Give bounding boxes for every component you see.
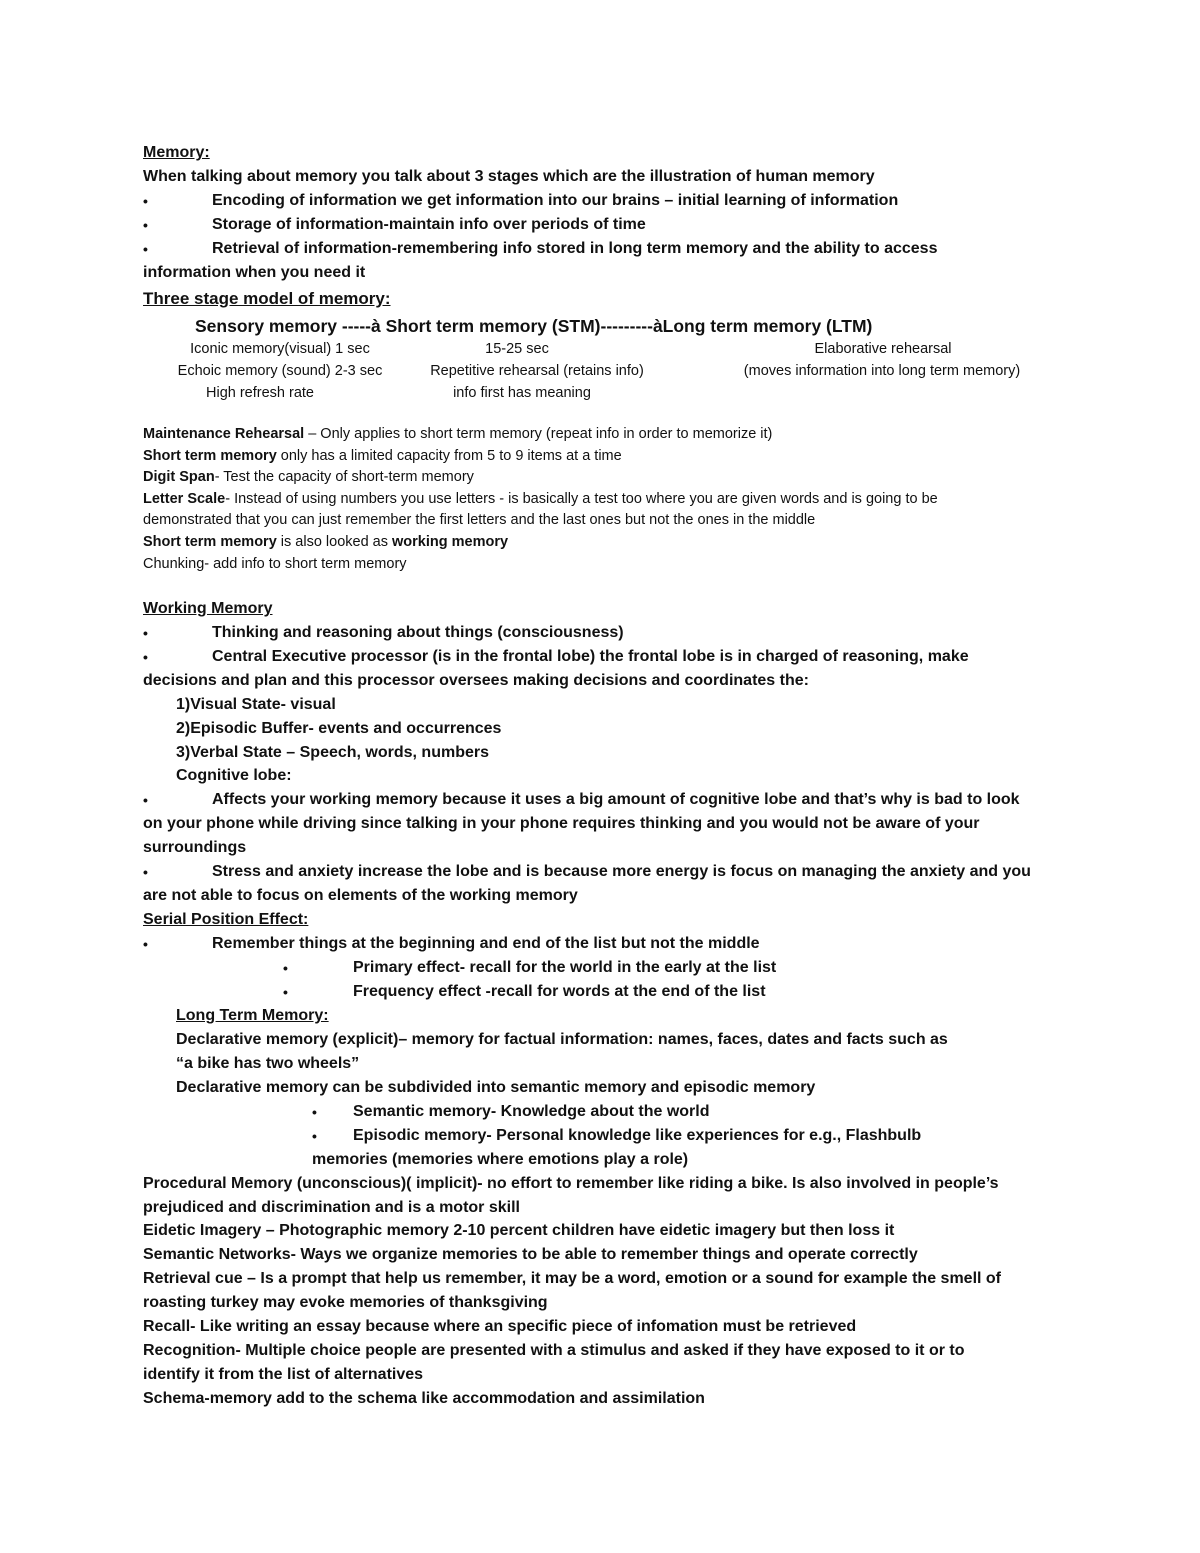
- serial-b1: Remember things at the beginning and end of the list but not the middle: [212, 935, 760, 952]
- ltm-semantic: Semantic memory- Knowledge about the world: [353, 1103, 710, 1120]
- sensory-detail: Iconic memory(visual) 1 sec: [190, 341, 370, 357]
- ltm-declarative: Declarative memory (explicit)– memory for factual information: names, faces, dates and facts such as: [176, 1031, 948, 1048]
- bullet-icon: •: [283, 960, 288, 976]
- stage-storage: Storage of information-maintain info over periods of time: [212, 216, 646, 233]
- working-b4: Stress and anxiety increase the lobe and is because more energy is focus on managing the anxiety and you: [212, 863, 1031, 880]
- def-working: Short term memory is also looked as working memory: [143, 534, 509, 550]
- bullet-icon: •: [312, 1104, 317, 1120]
- bullet-icon: •: [143, 936, 148, 952]
- bullet-icon: •: [143, 217, 148, 233]
- bullet-icon: •: [143, 864, 148, 880]
- bullet-icon: •: [143, 241, 148, 257]
- ltm-declarative-cont: “a bike has two wheels”: [176, 1055, 360, 1072]
- serial-primary: Primary effect- recall for the world in the early at the list: [353, 959, 777, 976]
- bullet-icon: •: [143, 625, 148, 641]
- ltm-detail: (moves information into long term memory): [743, 363, 1021, 379]
- model-line: Sensory memory -----à Short term memory (STM)---------àLong term memory (LTM): [195, 316, 873, 336]
- def-digit-span: Digit Span- Test the capacity of short-term memory: [143, 469, 474, 485]
- heading-serial: Serial Position Effect:: [143, 911, 309, 928]
- stm-detail: info first has meaning: [453, 385, 591, 401]
- final-line: Semantic Networks- Ways we organize memories to be able to remember things and operate correctly: [143, 1246, 918, 1263]
- bullet-icon: •: [143, 193, 148, 209]
- final-line: Recognition- Multiple choice people are presented with a stimulus and asked if they have exposed to it or to: [143, 1342, 965, 1359]
- bullet-icon: •: [143, 649, 148, 665]
- bullet-icon: •: [312, 1128, 317, 1144]
- final-line: roasting turkey may evoke memories of thanksgiving: [143, 1294, 548, 1311]
- def-stm-capacity: Short term memory only has a limited capacity from 5 to 9 items at a time: [143, 448, 622, 464]
- working-b2: Central Executive processor (is in the frontal lobe) the frontal lobe is in charged of reasoning, make: [212, 648, 969, 665]
- def-chunking: Chunking- add info to short term memory: [143, 556, 407, 572]
- stm-detail: 15-25 sec: [485, 341, 549, 357]
- final-line: Eidetic Imagery – Photographic memory 2-10 percent children have eidetic imagery but then loss it: [143, 1222, 895, 1239]
- stage-encoding: Encoding of information we get information into our brains – initial learning of information: [212, 192, 899, 209]
- sensory-detail: Echoic memory (sound) 2-3 sec: [177, 363, 383, 379]
- bullet-icon: •: [283, 984, 288, 1000]
- working-sub-cognitive: Cognitive lobe:: [176, 767, 292, 784]
- stm-detail: Repetitive rehearsal (retains info): [430, 363, 644, 379]
- intro-line: When talking about memory you talk about 3 stages which are the illustration of human memory: [143, 168, 875, 185]
- working-sub-episodic: 2)Episodic Buffer- events and occurrences: [176, 720, 502, 737]
- ltm-episodic-cont: memories (memories where emotions play a role): [312, 1151, 689, 1168]
- working-b4-cont: are not able to focus on elements of the working memory: [143, 887, 578, 904]
- bullet-icon: •: [143, 792, 148, 808]
- def-letter-scale: Letter Scale- Instead of using numbers you use letters - is basically a test too where you are given words and is going to be: [143, 491, 938, 507]
- working-sub-visual: 1)Visual State- visual: [176, 696, 336, 713]
- final-line: Recall- Like writing an essay because where an specific piece of infomation must be retrieved: [143, 1318, 857, 1335]
- def-letter-scale-cont: demonstrated that you can just remember the first letters and the last ones but not the ones in the middle: [143, 512, 816, 528]
- final-line: identify it from the list of alternatives: [143, 1366, 424, 1383]
- stage-retrieval: Retrieval of information-remembering info stored in long term memory and the ability to access: [212, 240, 938, 257]
- final-line: Retrieval cue – Is a prompt that help us remember, it may be a word, emotion or a sound for example the smell of: [143, 1270, 1001, 1287]
- def-maintenance: Maintenance Rehearsal – Only applies to short term memory (repeat info in order to memorize it): [143, 426, 773, 442]
- heading-ltm: Long Term Memory:: [176, 1007, 329, 1024]
- working-b3-cont: on your phone while driving since talking in your phone requires thinking and you would not be aware of your: [143, 815, 980, 832]
- heading-three-stage: Three stage model of memory:: [143, 289, 391, 308]
- working-b2-cont: decisions and plan and this processor oversees making decisions and coordinates the:: [143, 672, 809, 689]
- heading-memory: Memory:: [143, 144, 210, 161]
- ltm-subdivided: Declarative memory can be subdivided into semantic memory and episodic memory: [176, 1079, 816, 1096]
- heading-working-memory: Working Memory: [143, 600, 273, 617]
- final-line: Schema-memory add to the schema like accommodation and assimilation: [143, 1390, 705, 1407]
- stage-retrieval-cont: information when you need it: [143, 264, 366, 281]
- ltm-episodic: Episodic memory- Personal knowledge like experiences for e.g., Flashbulb: [353, 1127, 922, 1144]
- serial-frequency: Frequency effect -recall for words at the end of the list: [353, 983, 766, 1000]
- working-b3: Affects your working memory because it uses a big amount of cognitive lobe and that’s why is bad to look: [212, 791, 1020, 808]
- sensory-detail: High refresh rate: [206, 385, 314, 401]
- final-line: Procedural Memory (unconscious)( implicit)- no effort to remember like riding a bike. Is also involved in people’s: [143, 1175, 999, 1192]
- ltm-detail: Elaborative rehearsal: [814, 341, 952, 357]
- working-b3-cont: surroundings: [143, 839, 247, 856]
- working-sub-verbal: 3)Verbal State – Speech, words, numbers: [176, 744, 489, 761]
- working-b1: Thinking and reasoning about things (consciousness): [212, 624, 624, 641]
- final-line: prejudiced and discrimination and is a motor skill: [143, 1199, 520, 1216]
